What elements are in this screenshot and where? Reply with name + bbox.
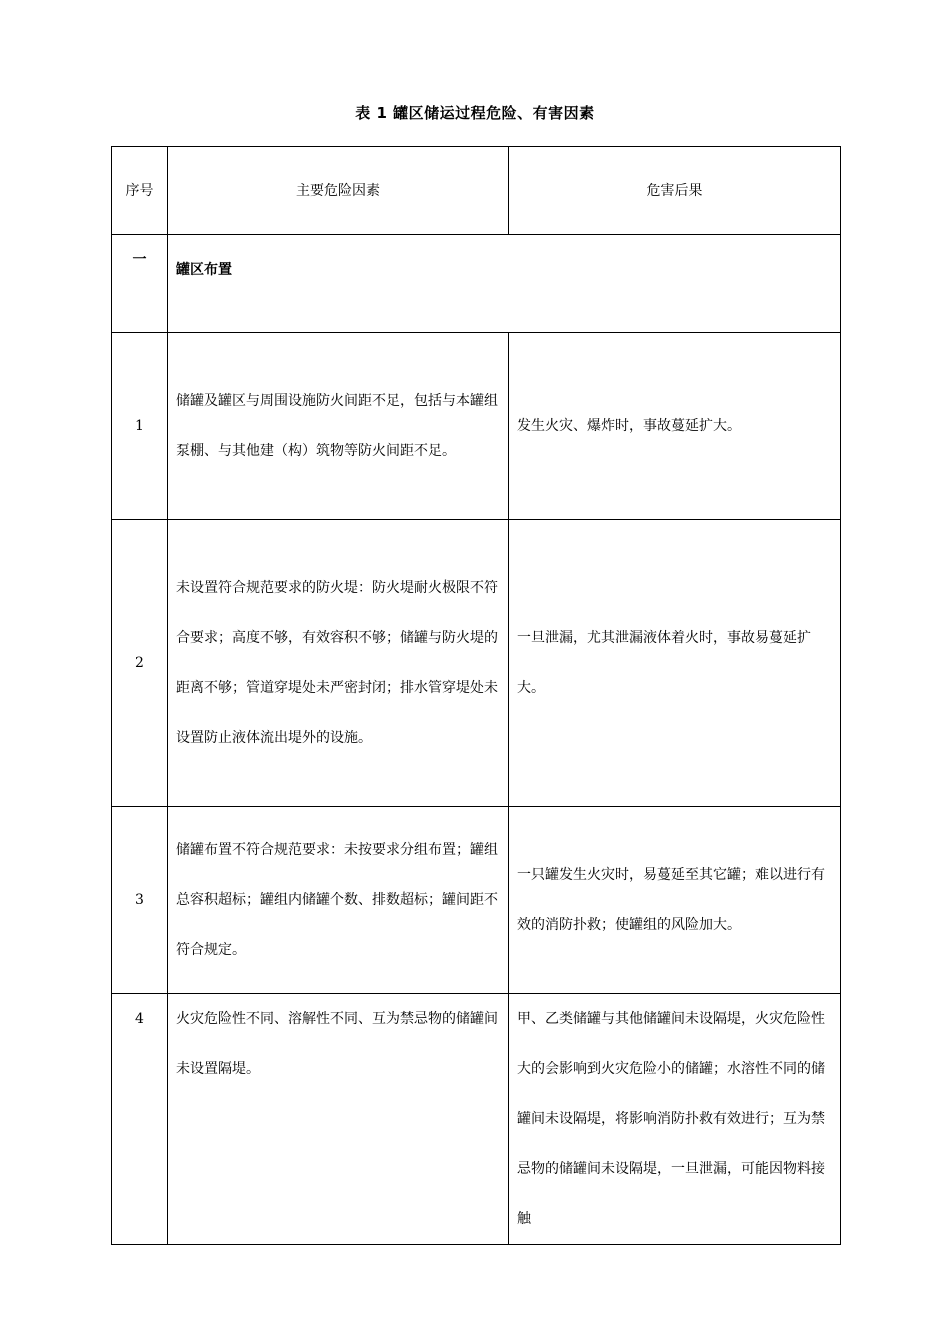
- table-row: [112, 520, 841, 807]
- section-row: [112, 235, 841, 333]
- hazard-table: [111, 146, 841, 1245]
- table-row: [112, 807, 841, 994]
- row-number: 4: [112, 994, 168, 1245]
- header-number: 序号: [112, 147, 168, 235]
- row-consequence: 发生火灾、爆炸时，事故蔓延扩大。: [509, 333, 841, 520]
- row-number: 2: [112, 520, 168, 807]
- row-factor: 火灾危险性不同、溶解性不同、互为禁忌物的储罐间未设置隔堤。: [168, 994, 509, 1245]
- table-title: 表 1 罐区储运过程危险、有害因素: [355, 104, 595, 122]
- section-title: 罐区布置: [168, 235, 841, 333]
- row-factor: 未设置符合规范要求的防火堤：防火堤耐火极限不符合要求；高度不够，有效容积不够；储罐与防火堤的距离不够；管道穿堤处未严密封闭；排水管穿堤处未设置防止液体流出堤外的设施。: [168, 520, 509, 807]
- section-number: 一: [112, 235, 168, 333]
- row-number: 1: [112, 333, 168, 520]
- header-consequence: 危害后果: [509, 147, 841, 235]
- row-consequence: 一旦泄漏，尤其泄漏液体着火时，事故易蔓延扩大。: [509, 520, 841, 807]
- row-factor: 储罐布置不符合规范要求：未按要求分组布置；罐组总容积超标；罐组内储罐个数、排数超标；罐间距不符合规定。: [168, 807, 509, 994]
- table-header-row: [112, 147, 841, 235]
- row-number: 3: [112, 807, 168, 994]
- row-consequence: 甲、乙类储罐与其他储罐间未设隔堤，火灾危险性大的会影响到火灾危险小的储罐；水溶性不同的储罐间未设隔堤，将影响消防扑救有效进行；互为禁忌物的储罐间未设隔堤，一旦泄漏，可能因物料接触: [509, 994, 841, 1245]
- row-consequence: 一只罐发生火灾时，易蔓延至其它罐；难以进行有效的消防扑救；使罐组的风险加大。: [509, 807, 841, 994]
- table-row: [112, 994, 841, 1245]
- header-factor: 主要危险因素: [168, 147, 509, 235]
- row-factor: 储罐及罐区与周围设施防火间距不足，包括与本罐组泵棚、与其他建（构）筑物等防火间距不足。: [168, 333, 509, 520]
- table-row: [112, 333, 841, 520]
